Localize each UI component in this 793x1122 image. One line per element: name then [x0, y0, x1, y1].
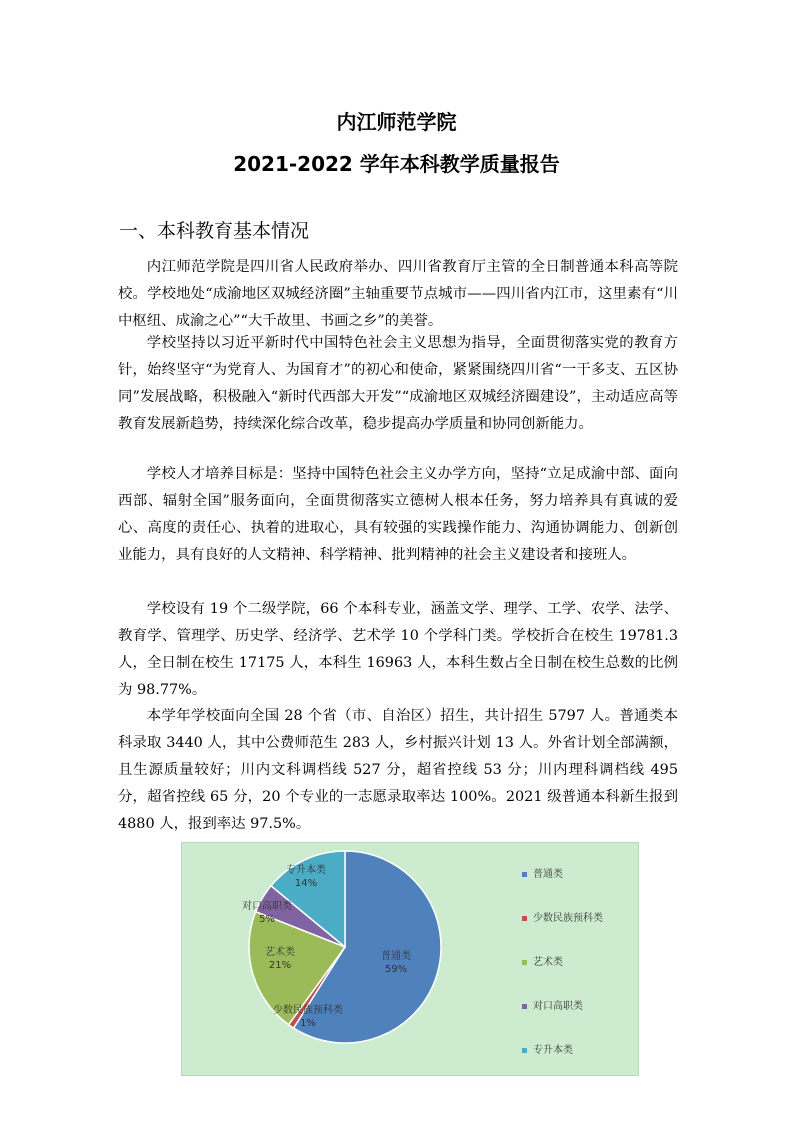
slice-label-name-4: 专升本类 [286, 865, 326, 876]
legend-label-4: 专升本类 [533, 1045, 573, 1056]
legend-swatch-4 [522, 1048, 527, 1053]
pie-chart-svg [182, 843, 638, 1075]
slice-label-name-1: 少数民族预科类 [273, 1005, 343, 1016]
legend-swatch-0 [522, 872, 527, 877]
legend-label-1: 少数民族预科类 [533, 913, 603, 924]
paragraph-admissions: 本学年学校面向全国 28 个省（市、自治区）招生，共计招生 5797 人。普通类本科录取 3440 人，其中公费师范生 283 人，乡村振兴计划 13 人。外省计划全部满额，且生源质量较好；川内文科调档线 527 分，超省控线 53 分；川内理科调档线 495 分，超省控线 65 分，20 个专业的一志愿录取率达 100%。2021 级普通本科新生报到 4880 人，报到率达 97.5%。 [118, 708, 679, 832]
slice-label-name-3: 对口高职类 [242, 901, 292, 912]
slice-label-value-0: 59% [384, 964, 408, 975]
paragraph-intro: 内江师范学院是四川省人民政府举办、四川省教育厅主管的全日制普通本科高等院校。学校地处“成渝地区双城经济圈”主轴重要节点城市——四川省内江市，这里素有“川中枢纽、成渝之心”“大千故里、书画之乡”的美誉。 [118, 259, 678, 329]
slice-label-name-0: 普通类 [381, 951, 411, 962]
legend-swatch-2 [522, 960, 527, 965]
legend-label-3: 对口高职类 [533, 1001, 583, 1012]
paragraph-guiding-ideology: 学校坚持以习近平新时代中国特色社会主义思想为指导，全面贯彻落实党的教育方针，始终坚守“为党育人、为国育才”的初心和使命，紧紧围绕四川省“一干多支、五区协同”发展战略，积极融入“新时代西部大开发”“成渝地区双城经济圈建设”，主动适应高等教育发展新趋势，持续深化综合改革，稳步提高办学质量和协同创新能力。 [118, 335, 678, 432]
slice-label-name-2: 艺术类 [265, 947, 295, 958]
report-title-main: 2021-2022 学年本科教学质量报告 [233, 152, 560, 176]
slice-label-value-4: 14% [294, 878, 318, 889]
slice-label-value-3: 5% [259, 914, 275, 925]
paragraph-colleges-students: 学校设有 19 个二级学院，66 个本科专业，涵盖文学、理学、工学、农学、法学、教育学、管理学、历史学、经济学、艺术学 10 个学科门类。学校折合在校生 19781.3 人，全日制在校生 17175 人，本科生 16963 人，本科生数占全日制在校生总数的比例为 98.77%。 [118, 601, 678, 698]
slice-label-value-2: 21% [268, 960, 292, 971]
legend-label-2: 艺术类 [533, 957, 563, 968]
legend-label-0: 普通类 [533, 869, 563, 880]
paragraph-training-goal: 学校人才培养目标是：坚持中国特色社会主义办学方向，坚持“立足成渝中部、面向西部、辐射全国”服务面向，全面贯彻落实立德树人根本任务，努力培养具有真诚的爱心、高度的责任心、执着的进取心，具有较强的实践操作能力、沟通协调能力、创新创业能力，具有良好的人文精神、科学精神、批判精神的社会主义建设者和接班人。 [118, 466, 678, 563]
legend-swatch-1 [522, 916, 527, 921]
legend-swatch-3 [522, 1004, 527, 1009]
enrollment-pie-chart [181, 842, 639, 1076]
report-title-school: 内江师范学院 [336, 110, 457, 134]
slice-label-value-1: 1% [300, 1018, 316, 1029]
section-heading: 一、本科教育基本情况 [119, 220, 310, 242]
